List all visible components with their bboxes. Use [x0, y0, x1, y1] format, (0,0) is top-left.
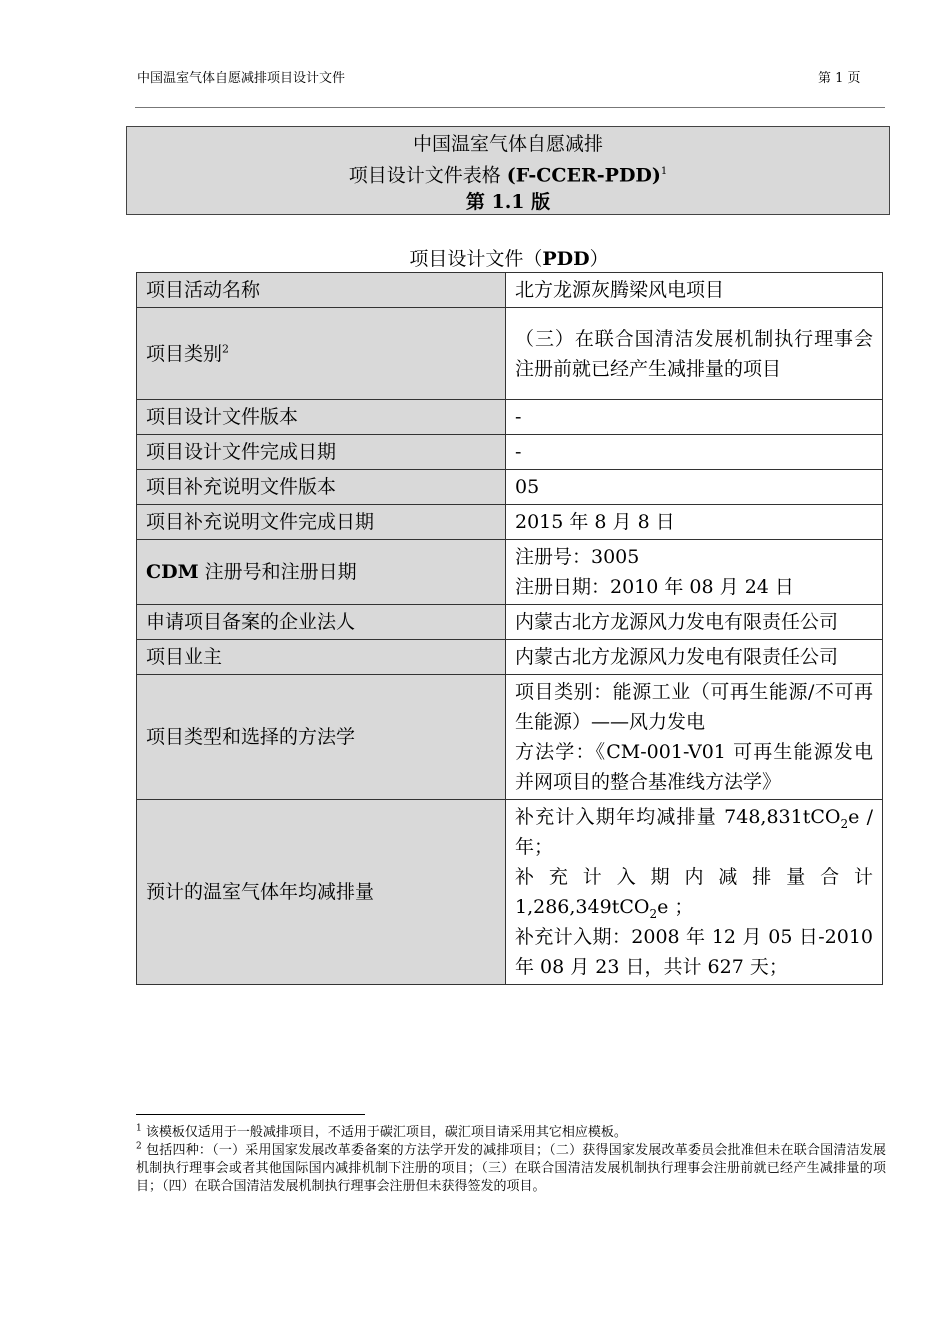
pdd-title-close: ）: [589, 248, 609, 270]
header-divider: [135, 107, 885, 108]
registration-number: 注册号：3005: [515, 546, 640, 568]
row-value: -: [506, 400, 883, 435]
row-value: -: [506, 435, 883, 470]
total-reduction-text: 补充计入期内减排量合计 1,286,349tCO: [515, 866, 873, 918]
row-value: [506, 675, 883, 800]
row-value: [506, 540, 883, 605]
pdd-info-table: [136, 272, 883, 985]
row-value: 内蒙古北方龙源风力发电有限责任公司: [506, 605, 883, 640]
row-value: 05: [506, 470, 883, 505]
page-number: 第 1 页: [818, 71, 861, 86]
footnote-2: [136, 1142, 886, 1196]
footnote-1-text: 该模板仅适用于一般减排项目，不适用于碳汇项目，碳汇项目请采用其它相应模板。: [141, 1125, 627, 1140]
banner-version-suffix: 版: [524, 191, 551, 214]
row-value: 北方龙源灰腾梁风电项目: [506, 273, 883, 308]
footnote-2-text: 包括四种：（一）采用国家发展改革委备案的方法学开发的减排项目；（二）获得国家发展改革委员会批准但未在联合国清洁发展机制执行理事会或者其他国际国内减排机制下注册的项目；（三）在联合国清洁发展机制执行理事会注册前就已经产生减排量的项目；（四）在联合国清洁发展机制执行理事会注册但未获得签发的项目。: [136, 1143, 886, 1194]
row-label: 项目补充说明文件版本: [137, 470, 506, 505]
footnote-divider: [136, 1114, 365, 1115]
row-value: （三）在联合国清洁发展机制执行理事会注册前就已经产生减排量的项目: [506, 308, 883, 400]
table-row: [137, 435, 883, 470]
banner-version-prefix: 第: [465, 191, 492, 214]
table-row: [137, 273, 883, 308]
row-value: [506, 800, 883, 985]
table-row: [137, 540, 883, 605]
row-value: 2015 年 8 月 8 日: [506, 505, 883, 540]
footnote-ref-1: 1: [660, 166, 668, 177]
project-type: 项目类别：能源工业（可再生能源/不可再生能源）——风力发电: [515, 681, 873, 733]
row-label: 项目设计文件完成日期: [137, 435, 506, 470]
row-label: 项目业主: [137, 640, 506, 675]
footnotes: [136, 1124, 886, 1196]
cdm-label-text: 注册号和注册日期: [198, 561, 357, 583]
category-label: 项目类别: [146, 342, 223, 365]
total-reduction: [515, 862, 873, 922]
table-row: [137, 505, 883, 540]
row-label: 项目类型和选择的方法学: [137, 675, 506, 800]
banner-form-title: 项目设计文件表格: [348, 164, 507, 187]
running-header-title: 中国温室气体自愿减排项目设计文件: [137, 71, 346, 86]
table-row: [137, 605, 883, 640]
table-row: [137, 308, 883, 400]
row-label: 项目补充说明文件完成日期: [137, 505, 506, 540]
row-label: 申请项目备案的企业法人: [137, 605, 506, 640]
registration-date: 注册日期：2010 年 08 月 24 日: [515, 576, 794, 598]
row-label: 项目设计文件版本: [137, 400, 506, 435]
row-label: [137, 540, 506, 605]
banner-version-number: 1.1: [491, 191, 525, 214]
banner-line-3: [127, 189, 889, 216]
pdd-title-abbr: PDD: [542, 248, 590, 270]
annual-reduction-unit: e /年；: [515, 806, 873, 858]
banner-line-2: [127, 158, 889, 189]
footnote-ref-2: 2: [222, 342, 230, 356]
footnote-1: [136, 1124, 886, 1142]
pdd-title: [0, 244, 950, 271]
crediting-period: 补充计入期：2008 年 12 月 05 日-2010 年 08 月 23 日，共计 627 天；: [515, 926, 873, 978]
row-label: 项目活动名称: [137, 273, 506, 308]
table-row: [137, 800, 883, 985]
row-value: 内蒙古北方龙源风力发电有限责任公司: [506, 640, 883, 675]
cdm-label-abbr: CDM: [146, 561, 199, 583]
row-label: 预计的温室气体年均减排量: [137, 800, 506, 985]
annual-reduction: [515, 802, 873, 862]
footnote-2-mark: 2: [136, 1141, 142, 1152]
form-banner: [126, 126, 890, 215]
table-row: [137, 640, 883, 675]
footnote-1-mark: 1: [136, 1123, 142, 1134]
table-row: [137, 675, 883, 800]
table-row: [137, 400, 883, 435]
table-row: [137, 470, 883, 505]
row-label: [137, 308, 506, 400]
annual-reduction-subscript: 2: [840, 816, 849, 831]
methodology: 方法学：《CM-001-V01 可再生能源发电并网项目的整合基准线方法学》: [515, 741, 873, 793]
banner-form-code: (F-CCER-PDD): [506, 164, 661, 187]
pdd-title-text: 项目设计文件（: [409, 248, 543, 270]
total-reduction-subscript: 2: [649, 906, 658, 921]
total-reduction-unit: e ；: [657, 896, 694, 918]
annual-reduction-text: 补充计入期年均减排量 748,831tCO: [515, 806, 841, 828]
banner-line-1: 中国温室气体自愿减排: [412, 133, 603, 155]
